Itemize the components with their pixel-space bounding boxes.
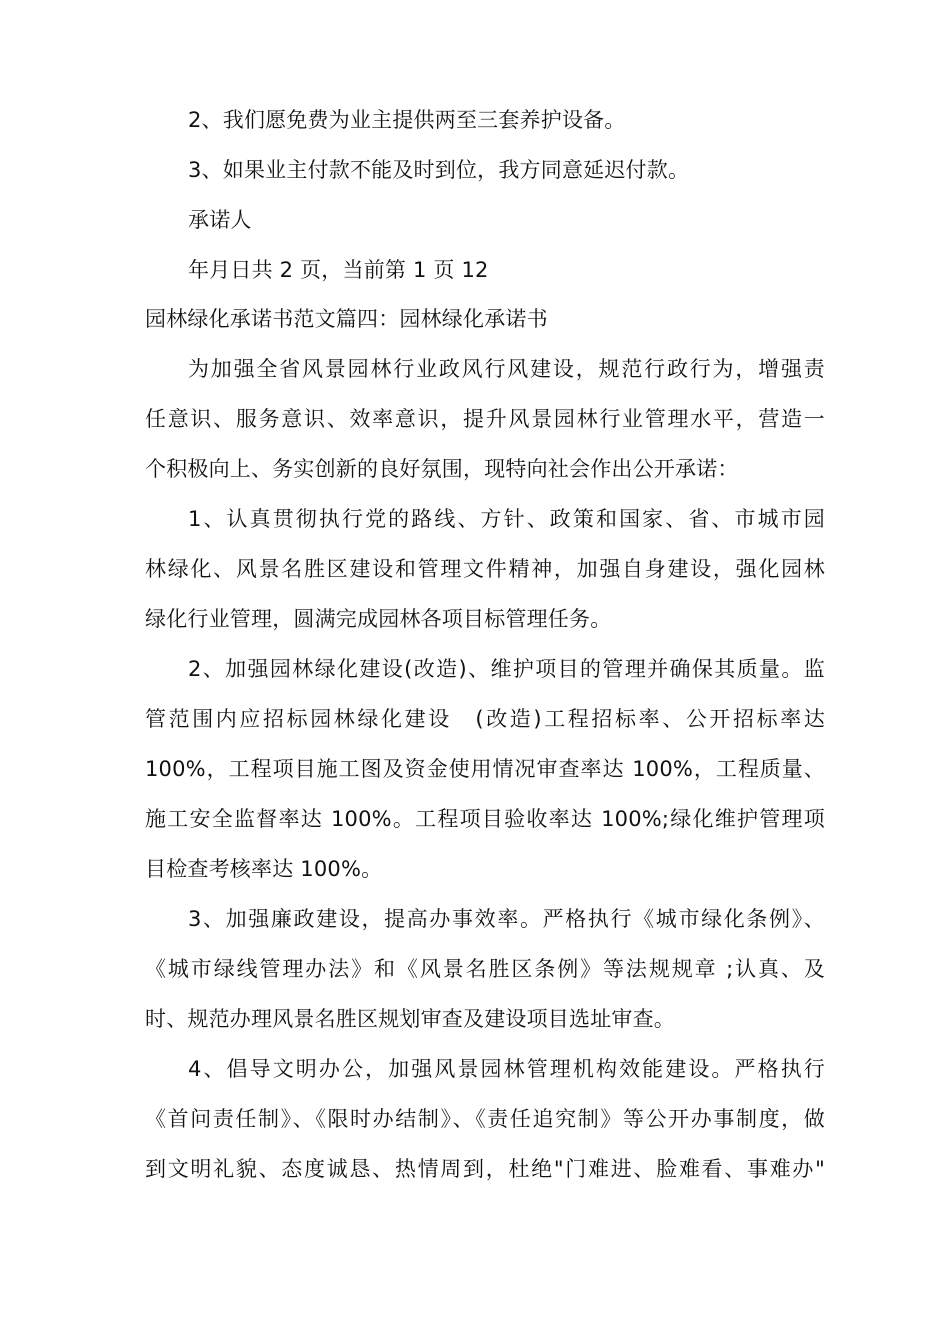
paragraph-line: 3、如果业主付款不能及时到位，我方同意延迟付款。 <box>188 158 690 182</box>
paragraph-line: 施工安全监督率达 100%。工程项目验收率达 100%;绿化维护管理项 <box>145 807 825 831</box>
paragraph-line: 时、规范办理风景名胜区规划审查及建设项目选址审查。 <box>145 1007 675 1031</box>
paragraph-line: 《城市绿线管理办法》和《风景名胜区条例》等法规规章 ;认真、及 <box>145 957 825 981</box>
signature-label: 承诺人 <box>188 208 252 232</box>
date-page-line: 年月日共 2 页，当前第 1 页 12 <box>188 258 489 282</box>
paragraph-line: 《首问责任制》、《限时办结制》、《责任追究制》等公开办事制度，做 <box>145 1107 825 1131</box>
paragraph-line: 任意识、服务意识、效率意识，提升风景园林行业管理水平，营造一 <box>145 407 825 431</box>
paragraph-line: 2、加强园林绿化建设(改造)、维护项目的管理并确保其质量。监 <box>188 657 825 681</box>
section-heading: 园林绿化承诺书范文篇四：园林绿化承诺书 <box>145 307 548 331</box>
paragraph-line: 3、加强廉政建设，提高办事效率。严格执行《城市绿化条例》、 <box>188 907 825 931</box>
paragraph-line: 2、我们愿免费为业主提供两至三套养护设备。 <box>188 108 626 132</box>
paragraph-line: 管范围内应招标园林绿化建设 (改造)工程招标率、公开招标率达 <box>145 707 825 731</box>
paragraph-line: 个积极向上、务实创新的良好氛围，现特向社会作出公开承诺： <box>145 457 739 481</box>
paragraph-line: 为加强全省风景园林行业政风行风建设，规范行政行为，增强责 <box>188 357 825 381</box>
paragraph-line: 绿化行业管理，圆满完成园林各项目标管理任务。 <box>145 607 612 631</box>
paragraph-line: 到文明礼貌、态度诚恳、热情周到，杜绝"门难进、脸难看、事难办" <box>145 1157 825 1181</box>
paragraph-line: 100%，工程项目施工图及资金使用情况审查率达 100%，工程质量、 <box>145 757 825 781</box>
paragraph-line: 1、认真贯彻执行党的路线、方针、政策和国家、省、市城市园 <box>188 507 825 531</box>
paragraph-line: 4、倡导文明办公，加强风景园林管理机构效能建设。严格执行 <box>188 1057 825 1081</box>
paragraph-line: 目检查考核率达 100%。 <box>145 857 383 881</box>
paragraph-line: 林绿化、风景名胜区建设和管理文件精神，加强自身建设，强化园林 <box>145 557 825 581</box>
